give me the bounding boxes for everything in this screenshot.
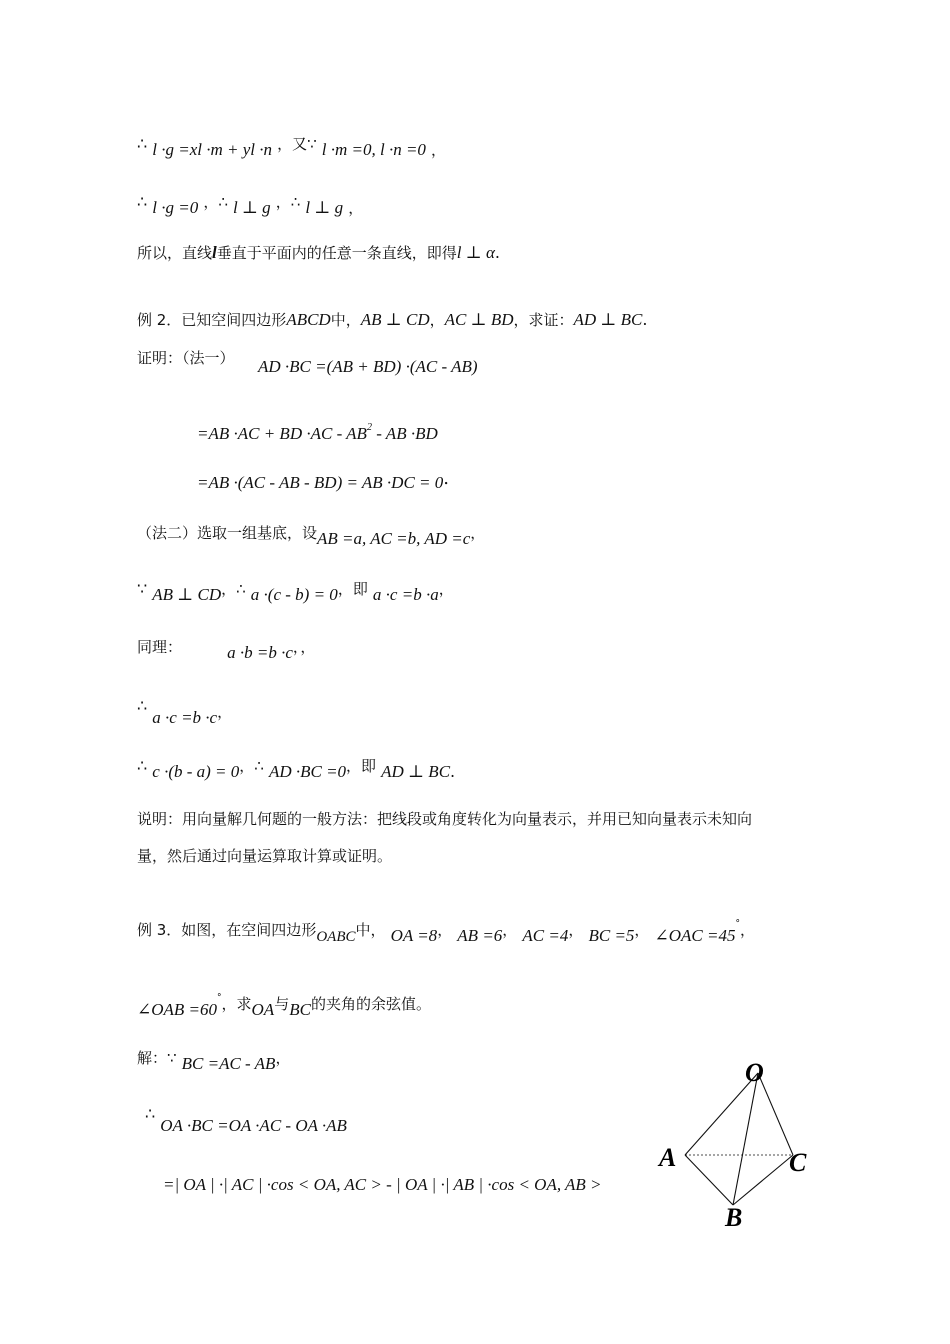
- formula: a ·b =b ·c: [227, 643, 293, 662]
- text: ，: [502, 921, 518, 939]
- formula: AB ⊥ CD: [152, 585, 222, 604]
- proof-1-eq-2: [197, 418, 438, 444]
- text: ，∴: [221, 580, 246, 598]
- formula: =AB ·AC + BD ·AC - AB: [197, 424, 367, 443]
- formula: ABCD: [286, 310, 331, 329]
- text: ，∴: [275, 193, 301, 211]
- edge-AB: [685, 1155, 733, 1205]
- formula: - AB ·BD: [371, 424, 438, 443]
- therefore-symbol: ∴: [145, 1104, 156, 1123]
- formula: BC: [289, 1000, 311, 1019]
- formula: l ·m =0, l ·n =0: [321, 140, 426, 159]
- label-C: C: [789, 1148, 807, 1177]
- formula: BC =AC - AB: [181, 1054, 276, 1073]
- edge-BC: [733, 1155, 793, 1205]
- formula: ∠OAB =60: [137, 1000, 218, 1019]
- text: ，: [438, 580, 454, 598]
- text: 中，: [330, 311, 361, 329]
- degree-sign: °: [735, 919, 740, 929]
- text: ，: [431, 141, 447, 159]
- text: 中，: [355, 921, 386, 939]
- period: .: [450, 762, 456, 781]
- text: 垂直于平面内的任意一条直线，即得: [216, 244, 457, 262]
- text: ，: [470, 524, 486, 542]
- formula: l ⊥ g: [305, 198, 344, 217]
- method-2-line-2: [137, 579, 454, 605]
- text: ，求证：: [513, 311, 574, 329]
- formula: OA =8: [390, 926, 438, 945]
- formula: AD ⊥ BC: [573, 310, 643, 329]
- text: 同理：: [137, 638, 183, 656]
- period: .: [443, 468, 449, 489]
- text: ，: [740, 921, 756, 939]
- text: ，: [568, 921, 584, 939]
- text: （法二）选取一组基底，设: [137, 524, 318, 542]
- note-line-2: 量，然后通过向量运算取计算或证明。: [137, 847, 393, 865]
- tetrahedron-figure: [655, 1055, 845, 1235]
- formula: a ·c =b ·a: [372, 585, 439, 604]
- formula: l ·g =0: [152, 198, 199, 217]
- text: ，: [634, 921, 650, 939]
- formula: a ·c =b ·c: [152, 708, 218, 727]
- text: ，∴: [203, 193, 228, 211]
- text: ，，: [292, 638, 316, 656]
- text: ，: [217, 703, 233, 721]
- therefore-symbol: ∴: [137, 192, 148, 211]
- degree-sign: °: [217, 993, 222, 1003]
- method-2-line-4: [137, 696, 233, 727]
- example-3-line-2: [137, 988, 431, 1019]
- formula: l ⊥ g: [232, 198, 271, 217]
- text: 所以，直线: [137, 244, 213, 262]
- period: .: [642, 310, 648, 329]
- formula: l ·g =xl ·m + yl ·n: [152, 140, 273, 159]
- text: ，求: [221, 995, 252, 1013]
- therefore-symbol: ∴: [137, 696, 148, 715]
- text: ，∴: [239, 757, 264, 775]
- formula: AC ⊥ BD: [444, 310, 514, 329]
- note-line-1: 说明：用向量解几何题的一般方法：把线段或角度转化为向量表示，并用已知向量表示未知向: [137, 810, 753, 828]
- superscript: 2: [366, 422, 372, 433]
- formula: AD ⊥ BC: [381, 762, 451, 781]
- formula: =AB ·(AC - AB - BD) = AB ·DC = 0: [197, 473, 444, 492]
- text: ，: [437, 921, 453, 939]
- formula: BC =5: [588, 926, 635, 945]
- label-B: B: [725, 1203, 743, 1232]
- because-symbol: ∵: [137, 579, 148, 598]
- formula: AC =4: [522, 926, 569, 945]
- formula: AD ·BC =0: [268, 762, 347, 781]
- formula: l ⊥ α: [456, 243, 495, 262]
- formula: OABC: [316, 929, 356, 945]
- text: ，: [275, 1049, 291, 1067]
- text: ，又∵: [277, 135, 317, 153]
- period: .: [494, 243, 500, 262]
- formula: c ·(b - a) = 0: [152, 762, 240, 781]
- label-O: O: [745, 1058, 764, 1087]
- example-3-line-1: [137, 914, 756, 945]
- text: 解：∵: [137, 1049, 177, 1067]
- method-2-intro: [137, 523, 486, 548]
- method-2-line-5: [137, 756, 456, 782]
- formula: AB =a, AC =b, AD =c: [317, 529, 471, 548]
- edge-OB: [733, 1073, 758, 1205]
- text: ，: [429, 311, 445, 329]
- formula: OA ·BC =OA ·AC - OA ·AB: [160, 1116, 347, 1135]
- solution-line-1: [137, 1048, 291, 1073]
- solution-line-3: =| OA | ·| AC | ·cos < OA, AC > - | OA | ·| AB | ·cos < OA, AB >: [163, 1175, 602, 1194]
- solution-line-2: [145, 1104, 347, 1135]
- formula: ∠OAC =45: [654, 926, 736, 945]
- text: 与: [274, 995, 290, 1013]
- line-2: [137, 192, 364, 218]
- text: ，即: [346, 757, 377, 775]
- line-3: [137, 243, 500, 263]
- text: ，即: [337, 580, 368, 598]
- formula: AB ⊥ CD: [360, 310, 430, 329]
- text: ，: [348, 199, 364, 217]
- therefore-symbol: ∴: [137, 756, 148, 775]
- formula: OA: [251, 1000, 275, 1019]
- text: 例 3．如图，在空间四边形: [137, 921, 317, 939]
- example-2-title: [137, 310, 647, 330]
- text: 例 2．已知空间四边形: [137, 311, 287, 329]
- formula: l: [212, 243, 217, 262]
- therefore-symbol: ∴: [137, 134, 148, 153]
- label-A: A: [659, 1143, 677, 1172]
- line-1: [137, 134, 447, 160]
- method-2-line-3: [137, 637, 316, 662]
- proof-1-eq-1: AD ·BC =(AB + BD) ·(AC - AB): [258, 357, 478, 376]
- formula: AB =6: [457, 926, 503, 945]
- proof-1-label: 证明：（法一）: [137, 349, 235, 367]
- text: 的夹角的余弦值。: [310, 995, 431, 1013]
- proof-1-eq-3: [197, 468, 449, 493]
- formula: a ·(c - b) = 0: [250, 585, 338, 604]
